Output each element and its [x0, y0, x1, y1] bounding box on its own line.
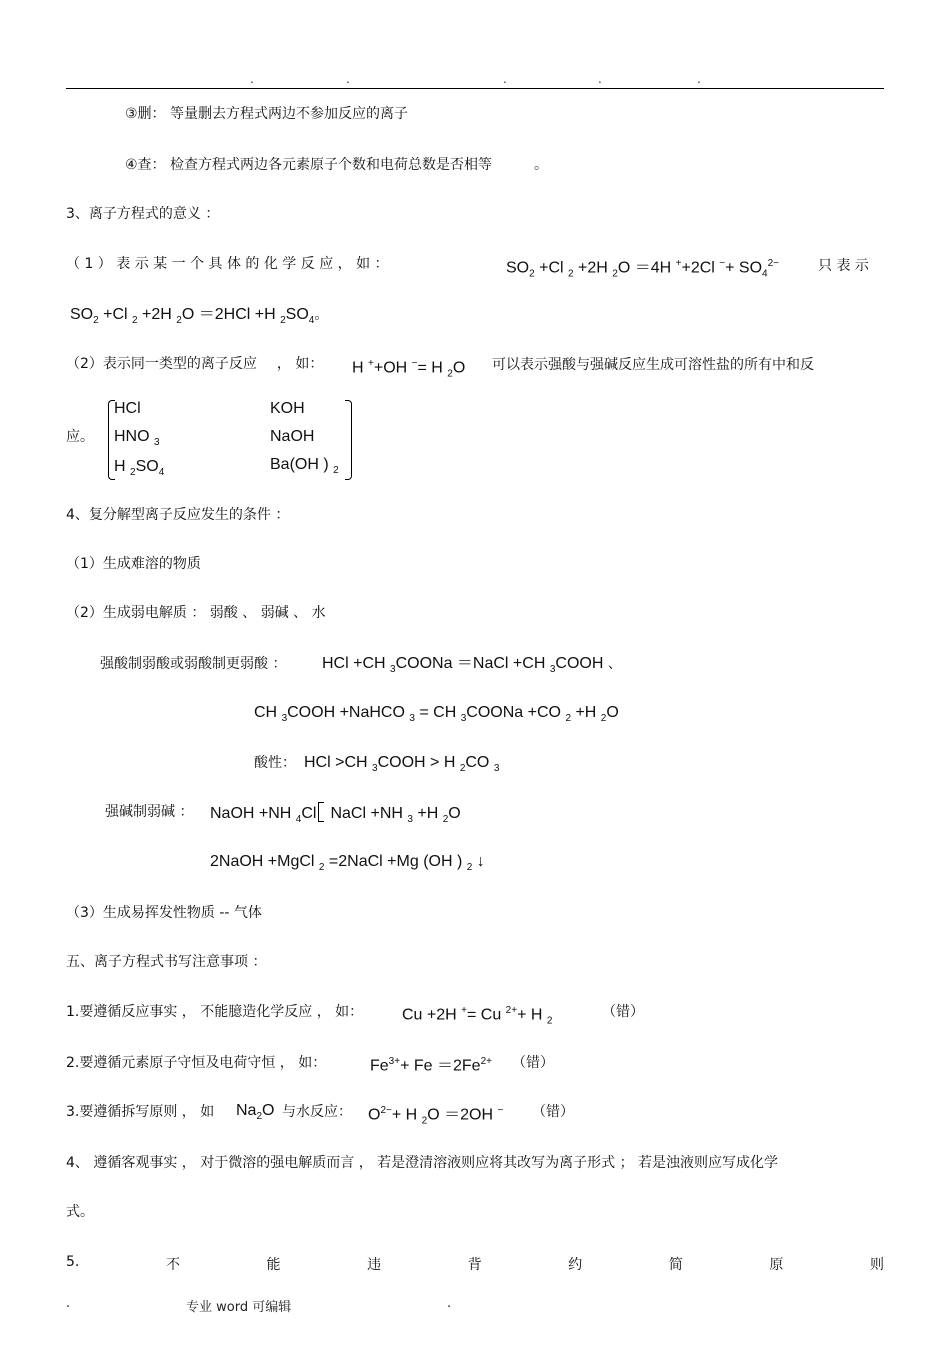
condition-3: （3）生成易挥发性物质 -- 气体 — [66, 905, 262, 921]
note-5-char: 简 — [668, 1257, 683, 1273]
section-5-heading: 五、离子方程式书写注意事项 ： — [66, 954, 267, 970]
note-5-char: 则 — [869, 1257, 884, 1273]
header-dot: . — [697, 72, 701, 86]
equation-oxide: $O^{2-}+ H$ $_2$O ＝2OH − — [368, 1105, 504, 1127]
header-rule — [66, 88, 884, 89]
meaning-2-label: （2）表示同一类型的离子反应 — [66, 356, 257, 372]
note-4: 4、 遵循客观事实 ， 对于微溶的强电解质而言 ， 若是澄清溶液则应将其改写为离子形式 ； 若是浊液则应写成化学 — [66, 1155, 779, 1171]
strong-acid-label: 强酸制弱酸或弱酸制更弱酸 ： — [100, 656, 287, 672]
acid-h2so4-text: H — [114, 458, 126, 475]
step-check-text: ④查： 检查方程式两边各元素原子个数和电荷总数是否相等 — [125, 157, 492, 173]
meaning-2-as: ， 如： — [276, 356, 324, 372]
acidity-order: HCl >CH $_3$COOH > H $_2$CO $_3$ — [304, 754, 500, 775]
note-3: 3.要遵循拆写原则 ， 如 — [66, 1104, 215, 1120]
equation-magnesium: 2NaOH +MgCl $_2$ =2NaCl +Mg (OH ) $_2$ ↓ — [210, 853, 485, 874]
header-dot: . — [503, 72, 507, 86]
acid-base-table — [108, 398, 358, 480]
section-3-heading: 3、离子方程式的意义 ： — [66, 206, 220, 222]
equation-neutralization: H ++OH −= H $_2$O — [352, 358, 466, 380]
note-3-error: （错） — [532, 1104, 574, 1120]
section-4-heading: 4、复分解型离子反应发生的条件 ： — [66, 507, 290, 523]
note-5-char: 背 — [467, 1257, 482, 1273]
note-1-error: （错） — [602, 1004, 644, 1020]
equation-so2-molecular: $SO_2 +Cl$ $_2$ +2H $_2$O ＝2HCl +H $_2SO_4$。 — [70, 306, 329, 327]
note-1-text: 1.要遵循反应事实 ， 不能臆造化学反应 ， 如： — [66, 1004, 364, 1020]
note-2-error: （错） — [512, 1055, 554, 1071]
footer-right: . — [447, 1296, 452, 1311]
meaning-2-desc: 可以表示强酸与强碱反应生成可溶性盐的所有中和反 — [492, 357, 814, 373]
header-dot: . — [250, 72, 254, 86]
header-dot: . — [346, 72, 350, 86]
note-4-end: 式。 — [66, 1204, 94, 1220]
right-brace — [345, 400, 352, 480]
acid-hno3-text: HNO — [114, 428, 150, 445]
down-arrow-icon: ↓ — [476, 853, 485, 870]
condition-1: （1）生成难溶的物质 — [66, 556, 201, 572]
condition-2: （2）生成弱电解质 ： 弱酸 、 弱碱 、 水 — [66, 605, 326, 621]
note-2: 2.要遵循元素原子守恒及电荷守恒 ， 如： — [66, 1055, 327, 1071]
acidity-label: 酸性： — [254, 755, 296, 771]
equation-iron: $Fe^{3+}+ Fe =2Fe^{2+}$ — [370, 1056, 492, 1075]
note-5-char: 原 — [769, 1257, 784, 1273]
note-5-char: 不 — [165, 1257, 180, 1273]
header-dots — [0, 72, 950, 86]
meaning-1-label: （ 1 ） 表 示 某 一 个 具 体 的 化 学 反 应 ， 如 ： — [66, 256, 389, 272]
base-baoh2: Ba(OH ) $_2$ — [270, 456, 339, 477]
equation-bicarbonate: CH $_3$COOH +NaHCO $_3$ = CH $_3$COONa +CO $_2$ +H $_2$O — [254, 704, 619, 725]
acid-hcl: HCl — [114, 400, 141, 417]
base-koh: KOH — [270, 400, 305, 417]
note-1 — [66, 1002, 363, 1022]
acid-h2so4: H $_2SO_4$ — [114, 458, 165, 479]
note-5 — [66, 1254, 884, 1274]
note-5-char: 5. — [66, 1254, 80, 1270]
equation-ammonia: NaOH +NH $_4$Cl NaCl +NH $_3$ +H $_2$O — [210, 802, 461, 830]
step-check — [125, 155, 548, 175]
meaning-2-end: 应。 — [66, 429, 94, 445]
meaning-1-tail: 只 表 示 — [818, 258, 869, 274]
note-5-char: 违 — [367, 1257, 382, 1273]
equation-copper: Cu +2H += Cu $^{2+}$+ H $_2$ — [402, 1005, 553, 1027]
base-naoh: NaOH — [270, 428, 315, 445]
note-5-char: 能 — [266, 1257, 281, 1273]
step-delete: ③删： 等量删去方程式两边不参加反应的离子 — [125, 106, 408, 122]
meaning-2-line — [66, 354, 323, 374]
formula-na2o: $Na_2O$ — [236, 1102, 275, 1123]
base-baoh2-text: Ba(OH ) — [270, 456, 329, 473]
step-check-end: 。 — [534, 157, 548, 173]
footer-text: 专业 word 可编辑 — [186, 1300, 292, 1315]
header-dot: . — [598, 72, 602, 86]
note-5-char: 约 — [568, 1257, 583, 1273]
acid-hno3: HNO $_3$ — [114, 428, 160, 449]
strong-base-label: 强碱制弱碱 ： — [105, 804, 194, 820]
note-3-mid: 与水反应： — [282, 1104, 352, 1120]
equation-so2-ionic: $SO_2 +Cl$ $_2$ +2H $_2$O ＝4H ++2Cl $^-+ SO_4^{2-}$ — [506, 258, 779, 280]
bracket-mark — [318, 802, 324, 822]
equation-end: 。 — [314, 306, 329, 322]
equation-acetate: HCl +CH $_3$COONa ＝NaCl +CH $_3$COOH 、 — [322, 655, 622, 676]
footer-left: . — [66, 1296, 71, 1311]
